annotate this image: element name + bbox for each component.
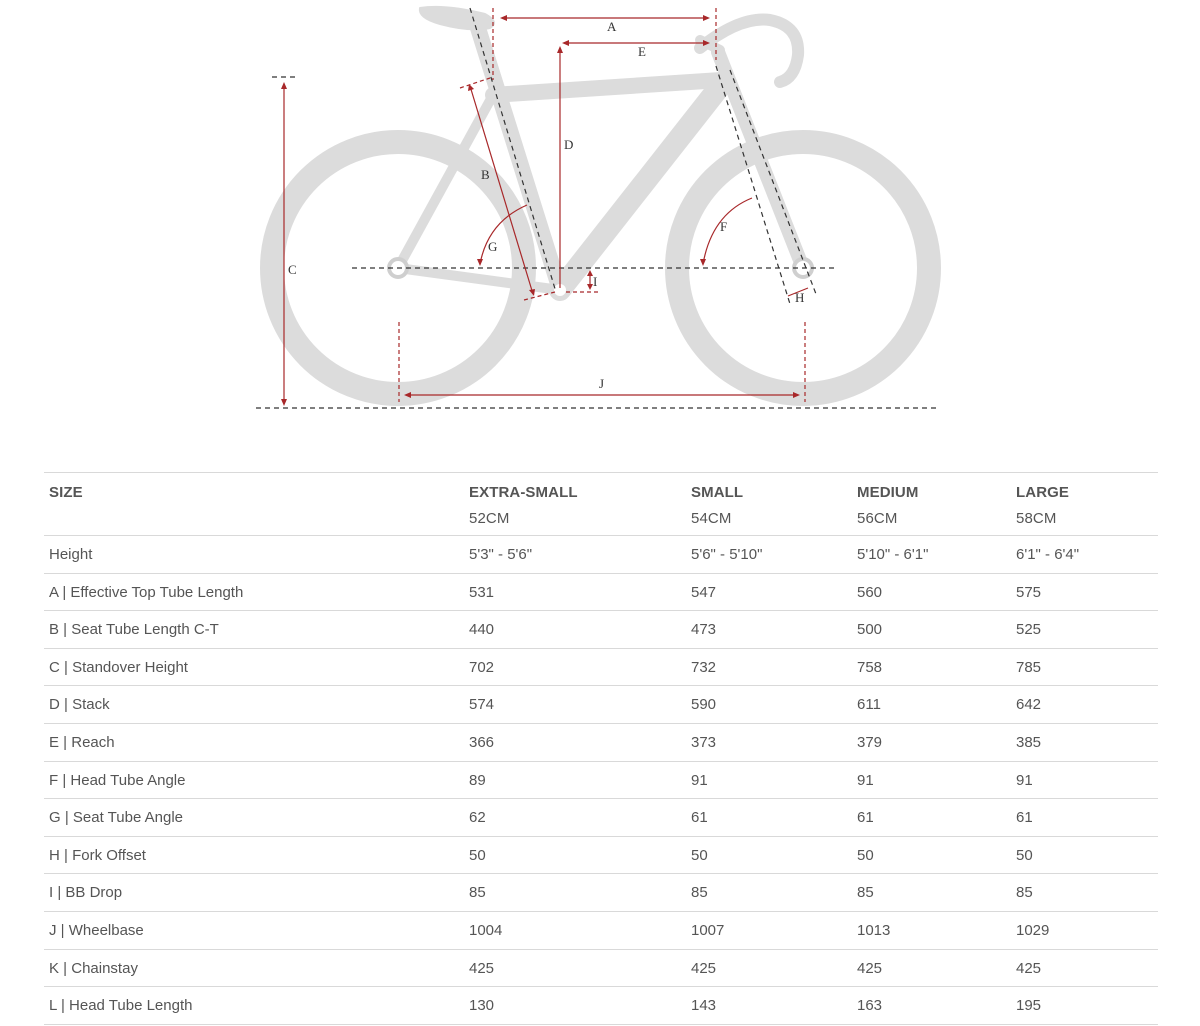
cell-value: 89 [464, 761, 686, 799]
cell-value: 1013 [852, 911, 1011, 949]
table-row [44, 949, 1158, 987]
cell-value: 611 [852, 686, 1011, 724]
cell-value: 1029 [1011, 911, 1158, 949]
cell-value: 525 [1011, 611, 1158, 649]
cell-value: 732 [686, 648, 852, 686]
bike-geometry-svg [0, 0, 1200, 440]
table-row [44, 874, 1158, 912]
cell-value: 91 [686, 761, 852, 799]
geometry-table-header [44, 473, 1158, 536]
cell-value: 547 [686, 573, 852, 611]
row-label: K | Chainstay [44, 949, 464, 987]
size-column-name: EXTRA-SMALL [469, 484, 578, 501]
cell-value: 91 [1011, 761, 1158, 799]
cell-value: 143 [686, 987, 852, 1025]
cell-value: 425 [686, 949, 852, 987]
cell-value: 61 [1011, 799, 1158, 837]
cell-value: 6'1" - 6'4" [1011, 536, 1158, 574]
row-label: E | Reach [44, 723, 464, 761]
cell-value: 785 [1011, 648, 1158, 686]
saddle [420, 7, 494, 29]
cell-value: 1007 [686, 911, 852, 949]
cell-value: 85 [464, 874, 686, 912]
cell-value: 500 [852, 611, 1011, 649]
cell-value: 590 [686, 686, 852, 724]
cell-value: 702 [464, 648, 686, 686]
cell-value: 425 [852, 949, 1011, 987]
geometry-diagram [0, 0, 1200, 440]
table-row [44, 573, 1158, 611]
size-header-label: SIZE [49, 484, 83, 501]
cell-value: 85 [852, 874, 1011, 912]
dim-d-label: D [564, 137, 574, 152]
table-row [44, 686, 1158, 724]
size-column-cm: 56CM [857, 510, 898, 527]
cell-value: 5'6" - 5'10" [686, 536, 852, 574]
cell-value: 130 [464, 987, 686, 1025]
top-tube [493, 80, 721, 95]
table-row [44, 987, 1158, 1025]
dim-a-label: A [607, 19, 617, 34]
row-label: I | BB Drop [44, 874, 464, 912]
table-row [44, 761, 1158, 799]
cell-value: 385 [1011, 723, 1158, 761]
cell-value: 560 [852, 573, 1011, 611]
dim-j-label: J [599, 376, 605, 391]
size-column-header [464, 473, 686, 536]
dim-h-label: H [795, 290, 805, 305]
cell-value: 91 [852, 761, 1011, 799]
cell-value: 373 [686, 723, 852, 761]
cell-value: 575 [1011, 573, 1158, 611]
size-column-name: MEDIUM [857, 484, 919, 501]
cell-value: 61 [852, 799, 1011, 837]
cell-value: 531 [464, 573, 686, 611]
cell-value: 1004 [464, 911, 686, 949]
cell-value: 85 [686, 874, 852, 912]
dim-g-label: G [488, 239, 498, 254]
cell-value: 62 [464, 799, 686, 837]
header-row [44, 473, 1158, 536]
cell-value: 473 [686, 611, 852, 649]
size-column-cm: 54CM [691, 510, 732, 527]
cell-value: 366 [464, 723, 686, 761]
row-label: A | Effective Top Tube Length [44, 573, 464, 611]
guide-lines [256, 8, 936, 408]
size-column-header [1011, 473, 1158, 536]
cell-value: 379 [852, 723, 1011, 761]
row-label: H | Fork Offset [44, 836, 464, 874]
table-row [44, 799, 1158, 837]
cell-value: 758 [852, 648, 1011, 686]
table-row [44, 911, 1158, 949]
row-label: L | Head Tube Length [44, 987, 464, 1025]
row-label: Height [44, 536, 464, 574]
cell-value: 163 [852, 987, 1011, 1025]
row-label: C | Standover Height [44, 648, 464, 686]
table-row [44, 536, 1158, 574]
cell-value: 574 [464, 686, 686, 724]
dim-c-label: C [288, 262, 297, 277]
size-column-name: LARGE [1016, 484, 1069, 501]
size-column-cm: 58CM [1016, 510, 1057, 527]
cell-value: 85 [1011, 874, 1158, 912]
cell-value: 61 [686, 799, 852, 837]
dim-f-arc [703, 198, 752, 264]
cell-value: 425 [464, 949, 686, 987]
table-row [44, 648, 1158, 686]
table-row [44, 611, 1158, 649]
cell-value: 195 [1011, 987, 1158, 1025]
dim-b-label: B [481, 167, 490, 182]
row-label: B | Seat Tube Length C-T [44, 611, 464, 649]
row-label: G | Seat Tube Angle [44, 799, 464, 837]
size-header [44, 473, 464, 536]
row-label: J | Wheelbase [44, 911, 464, 949]
table-row [44, 723, 1158, 761]
size-column-header [686, 473, 852, 536]
cell-value: 50 [1011, 836, 1158, 874]
cell-value: 642 [1011, 686, 1158, 724]
dim-i-label: I [593, 274, 598, 289]
table-row [44, 836, 1158, 874]
row-label: D | Stack [44, 686, 464, 724]
cell-value: 5'3" - 5'6" [464, 536, 686, 574]
size-column-header [852, 473, 1011, 536]
cell-value: 440 [464, 611, 686, 649]
size-column-name: SMALL [691, 484, 744, 501]
dim-e-label: E [638, 44, 646, 59]
geometry-table-body [44, 536, 1158, 1025]
cell-value: 5'10" - 6'1" [852, 536, 1011, 574]
geometry-table [44, 472, 1158, 1025]
row-label: F | Head Tube Angle [44, 761, 464, 799]
cell-value: 50 [686, 836, 852, 874]
cell-value: 50 [464, 836, 686, 874]
cell-value: 50 [852, 836, 1011, 874]
cell-value: 425 [1011, 949, 1158, 987]
dim-f-label: F [720, 219, 728, 234]
size-column-cm: 52CM [469, 510, 510, 527]
